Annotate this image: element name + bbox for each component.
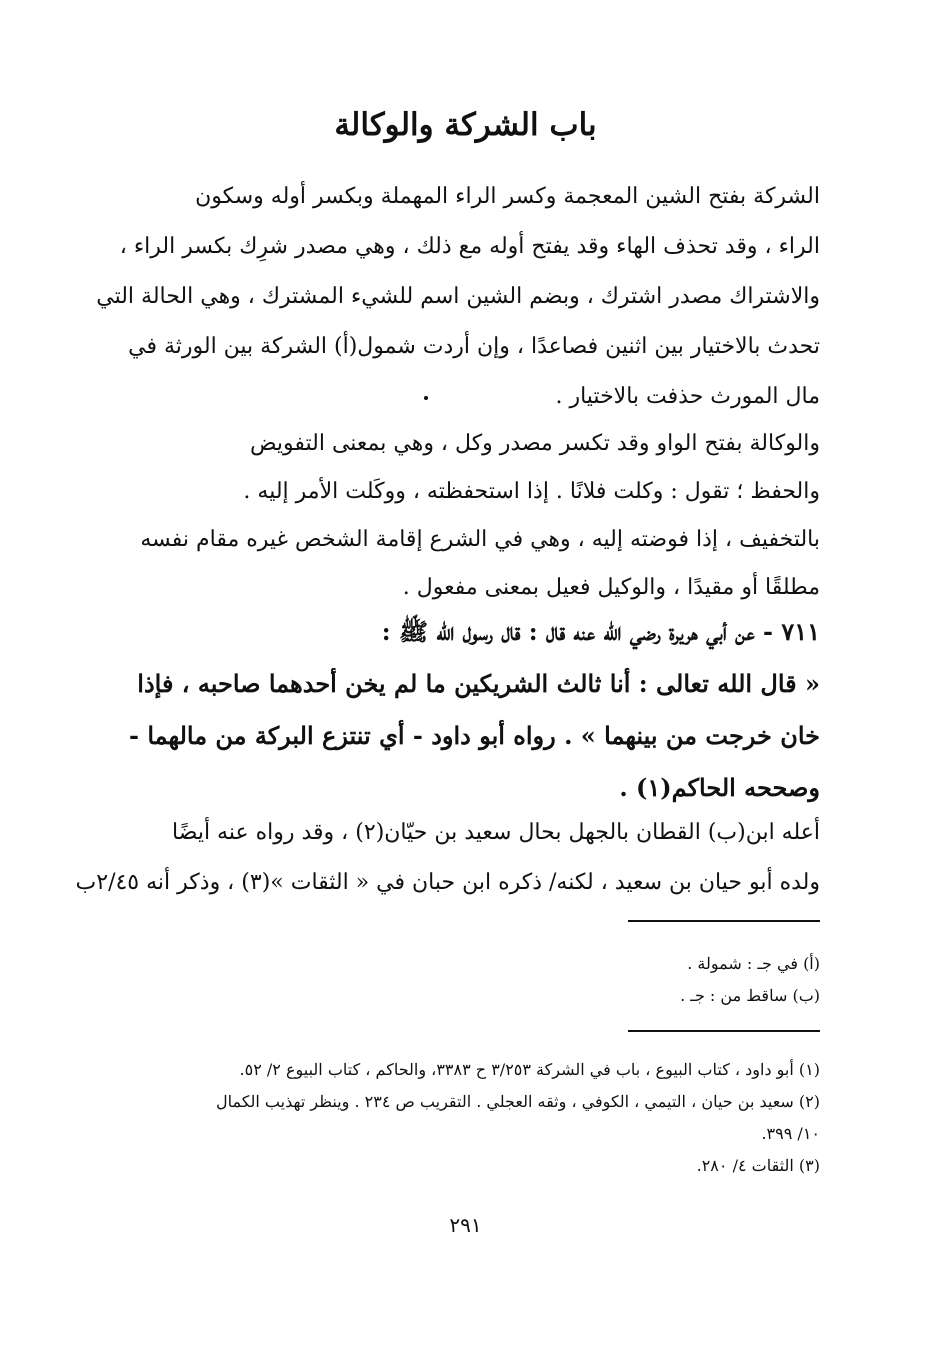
chapter-title: باب الشركة والوكالة <box>334 107 597 143</box>
hadith-711 <box>129 606 820 814</box>
definition-paragraph-wakala <box>140 420 820 612</box>
text-line: أعله ابن(ب) القطان بالجهل بحال سعيد بن حيّان(٢) ، وقد رواه عنه أيضًا <box>172 820 820 845</box>
footnote: ١٠/ ٣٩٩. <box>761 1124 820 1143</box>
reference-footnotes <box>150 1054 820 1182</box>
text-line: والاشتراك مصدر اشترك ، وبضم الشين اسم للشيء المشترك ، وهي الحالة التي <box>96 284 820 309</box>
text-line: والوكالة بفتح الواو وقد تكسر مصدر وكل ، وهي بمعنى التفويض <box>249 431 820 456</box>
definition-paragraph-sharika <box>96 172 820 422</box>
footnote: (٢) سعيد بن حيان ، التيمي ، الكوفي ، وثقه العجلي . التقريب ص ٢٣٤ . وينظر تهذيب الكمال <box>215 1092 820 1111</box>
footnote: (٣) الثقات ٤/ ٢٨٠. <box>696 1156 820 1175</box>
hadith-line: « قال الله تعالى : أنا ثالث الشريكين ما لم يخن أحدهما صاحبه ، فإذا <box>137 669 820 698</box>
footnote: (ب) ساقط من : جـ . <box>680 986 820 1005</box>
variant-footnotes <box>150 948 820 1012</box>
page-number: ٢٩١ <box>449 1213 482 1237</box>
text-line: ولده أبو حيان بن سعيد ، لكنه/ ذكره ابن حبان في « الثقات »(٣) ، وذكر أنه ٢/٤٥ب <box>75 870 820 895</box>
text-line: والحفظ ؛ تقول : وكلت فلانًا . إذا استحفظته ، ووكَلت الأمر إليه . <box>243 479 820 504</box>
hadith-line: وصححه الحاكم(١) . <box>619 773 820 802</box>
commentary-paragraph <box>75 808 820 908</box>
stray-dot-mark <box>424 396 428 400</box>
footnote: (أ) في جـ : شمولة . <box>687 954 820 973</box>
text-line: بالتخفيف ، إذا فوضته إليه ، وهي في الشرع إقامة الشخص غيره مقام نفسه <box>140 527 820 552</box>
text-line: تحدث بالاختيار بين اثنين فصاعدًا ، وإن أردت شمول(أ) الشركة بين الورثة في <box>128 334 820 359</box>
text-line: الراء ، وقد تحذف الهاء وقد يفتح أوله مع ذلك ، وهي مصدر شرِك بكسر الراء ، <box>119 234 820 259</box>
text-line: مال المورث حذفت بالاختيار . <box>555 384 820 409</box>
footnote-divider <box>628 1030 820 1032</box>
text-line: الشركة بفتح الشين المعجمة وكسر الراء المهملة وبكسر أوله وسكون <box>195 184 820 209</box>
hadith-line: ٧١١ - عن أبي هريرة رضي الله عنه قال : قال رسول الله ﷺ : <box>381 617 820 646</box>
footnote: (١) أبو داود ، كتاب البيوع ، باب في الشركة ٣/٢٥٣ ح ٣٣٨٣، والحاكم ، كتاب البيوع ٢/ ٥٢. <box>239 1060 820 1079</box>
footnote-divider <box>628 920 820 922</box>
hadith-line: خان خرجت من بينهما » . رواه أبو داود - أي تنتزع البركة من مالهما - <box>129 721 820 750</box>
text-line: مطلقًا أو مقيدًا ، والوكيل فعيل بمعنى مفعول . <box>402 575 820 600</box>
